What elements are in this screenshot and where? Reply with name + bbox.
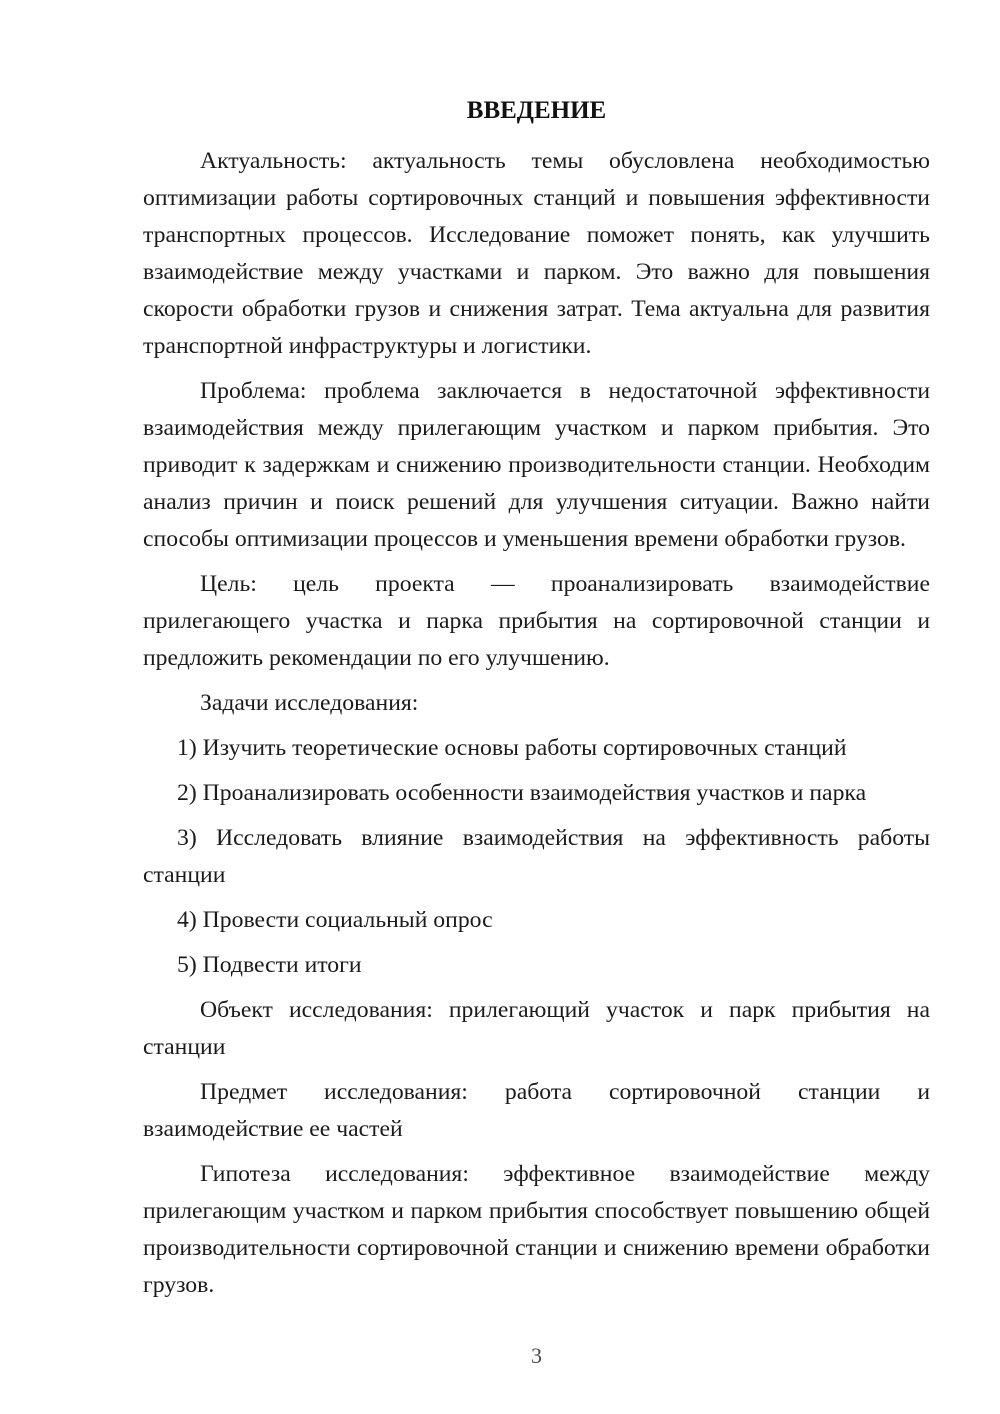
paragraph-problem: Проблема: проблема заключается в недостаточной эффективности взаимодействия между прилегающим участком и парком прибытия. Это приводит к задержкам и снижению производительности станции. Необходим анализ причин и поиск решений для улучшения ситуации. Важно найти способы оптимизации процессов и уменьшения времени обработки грузов. xyxy=(143,378,930,552)
paragraph-goal: Цель: цель проекта — проанализировать взаимодействие прилегающего участка и парка прибытия на сортировочной станции и предложить рекомендации по его улучшению. xyxy=(143,571,930,671)
page-number: 3 xyxy=(531,1343,542,1368)
paragraph-hypothesis: Гипотеза исследования: эффективное взаимодействие между прилегающим участком и парком прибытия способствует повышению общей производительности сортировочной станции и снижению времени обработки грузов. xyxy=(143,1161,930,1298)
tasks-heading: Задачи исследования: xyxy=(200,690,419,716)
task-item-2: 2) Проанализировать особенности взаимодействия участков и парка xyxy=(177,780,867,806)
task-item-4: 4) Провести социальный опрос xyxy=(177,907,493,933)
paragraph-subject: Предмет исследования: работа сортировочной станции и взаимодействие ее частей xyxy=(143,1079,930,1142)
paragraph-relevance: Актуальность: актуальность темы обусловлена необходимостью оптимизации работы сортировочных станций и повышения эффективности транспортных процессов. Исследование поможет понять, как улучшить взаимодействие между участками и парком. Это важно для повышения скорости обработки грузов и снижения затрат. Тема актуальна для развития транспортной инфраструктуры и логистики. xyxy=(143,148,930,359)
task-item-3: 3) Исследовать влияние взаимодействия на эффективность работы станции xyxy=(143,825,930,888)
paragraph-object: Объект исследования: прилегающий участок и парк прибытия на станции xyxy=(143,997,930,1060)
task-item-5: 5) Подвести итоги xyxy=(177,952,362,978)
page-title: ВВЕДЕНИЕ xyxy=(466,97,607,124)
task-item-1: 1) Изучить теоретические основы работы сортировочных станций xyxy=(177,735,847,761)
